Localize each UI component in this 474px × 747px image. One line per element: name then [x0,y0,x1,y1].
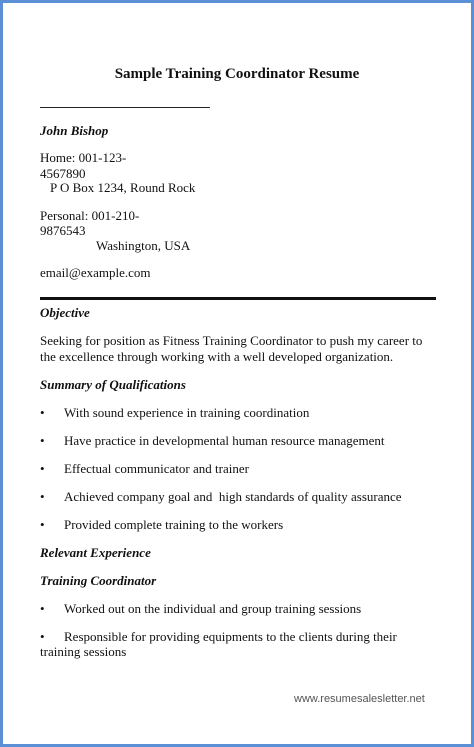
list-item: Effectual communicator and trainer [64,461,249,476]
section-divider [40,297,436,300]
document-title: Sample Training Coordinator Resume [114,66,360,82]
list-item: With sound experience in training coordination [64,405,310,420]
objective-line-1: Seeking for position as Fitness Training Coordinator to push my career to [40,333,423,348]
bullet-icon: • [40,405,45,420]
bullet-icon: • [40,433,45,448]
bullet-icon: • [40,517,45,532]
footer-website: www.resumesalesletter.net [294,693,425,705]
summary-heading: Summary of Qualifications [40,377,186,392]
list-item: Worked out on the individual and group training sessions [64,601,362,616]
address-line: P O Box 1234, Round Rock [50,180,196,195]
objective-line-2: the excellence through working with a well developed organization. [40,349,394,364]
job-title: Training Coordinator [40,573,157,588]
bullet-icon: • [40,489,45,504]
bullet-icon: • [40,629,45,644]
list-item: Responsible for providing equipments to the clients during their [64,629,397,644]
email-address: email@example.com [40,265,151,280]
candidate-name: John Bishop [40,123,109,138]
resume-page [3,3,471,744]
list-item: Achieved company goal and high standards of quality assurance [64,489,402,504]
list-item-continuation: training sessions [40,644,127,659]
bullet-icon: • [40,601,45,616]
home-phone-label: Home: 001-123- [40,150,127,165]
list-item: Have practice in developmental human resource management [64,433,385,448]
title-underline [40,107,210,108]
personal-phone-number: 9876543 [40,223,86,238]
experience-heading: Relevant Experience [40,545,151,560]
home-phone-number: 4567890 [40,166,86,181]
objective-heading: Objective [40,305,90,320]
personal-phone-label: Personal: 001-210- [40,208,140,223]
bullet-icon: • [40,461,45,476]
city-line: Washington, USA [96,238,191,253]
list-item: Provided complete training to the workers [64,517,284,532]
